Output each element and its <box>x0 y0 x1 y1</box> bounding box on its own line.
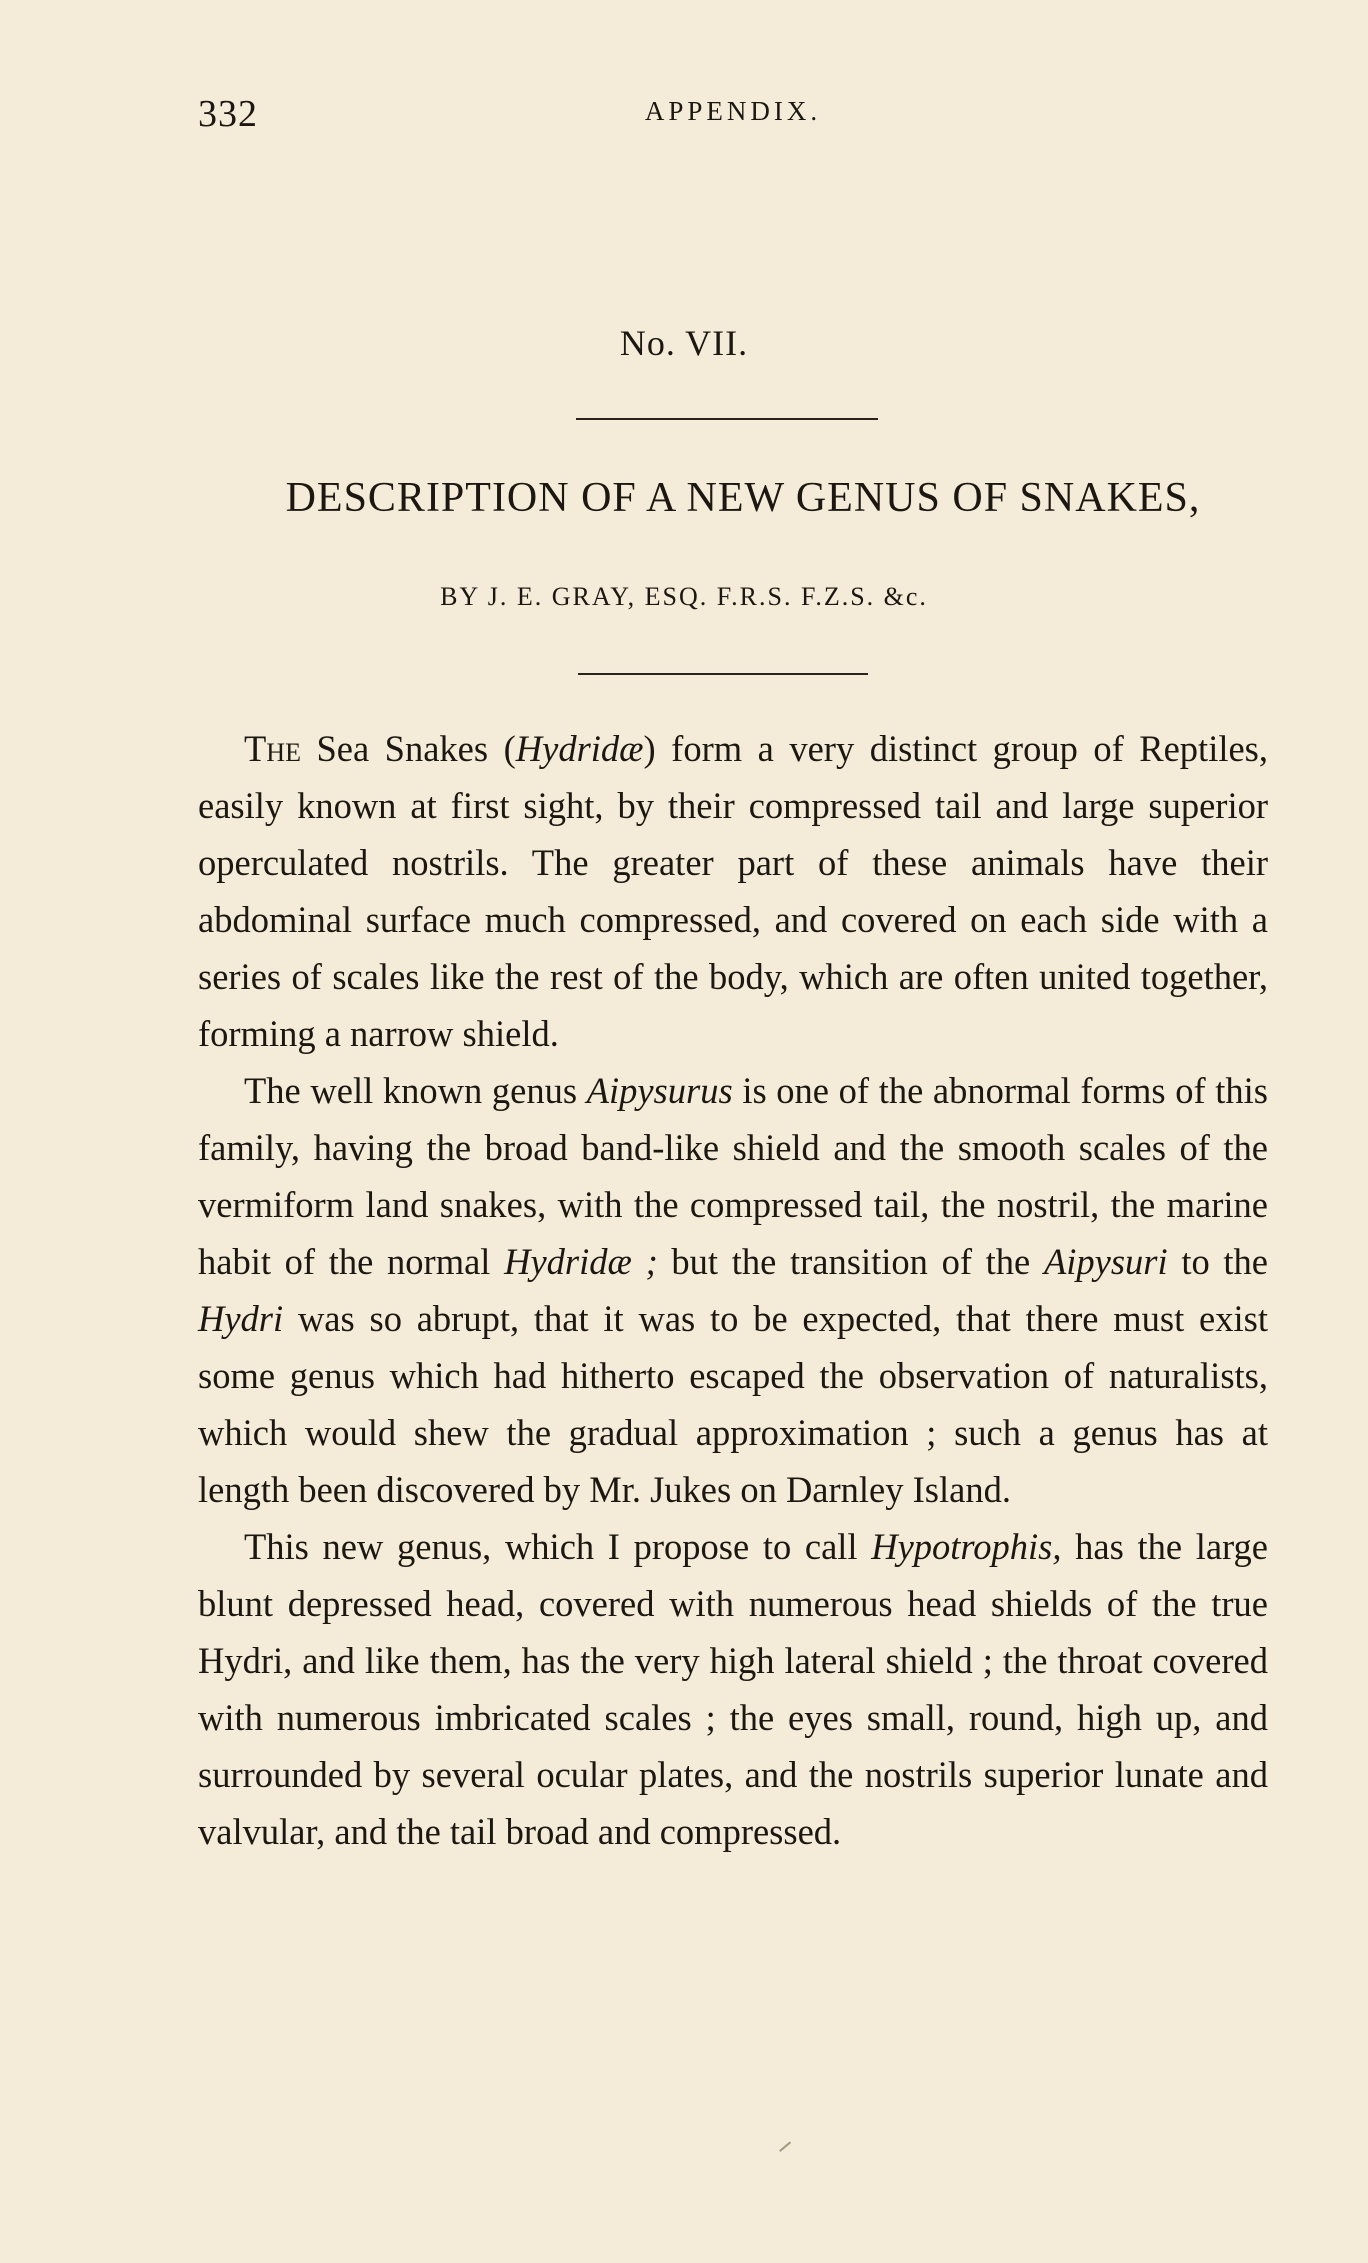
italic-term: Aipysurus <box>586 1070 733 1111</box>
divider-rule-bottom <box>578 673 868 675</box>
smallcaps-lead: The <box>244 728 301 769</box>
text-run: was so abrupt, that it was to be expected, that there must exist some genus which had hitherto escaped the observation of naturalists, which would shew the gradual approximation ; such a genus has at length been discovered by Mr. Jukes on Darnley Island. <box>198 1298 1268 1510</box>
running-head <box>198 92 1268 140</box>
text-run: Sea Snakes ( <box>300 728 516 769</box>
text-run: is one of the abnormal forms of this family, having the broad band-like shield and the smooth scales of the vermiform land snakes, with the compressed tail, the nostril, the marine habit of the normal <box>198 1070 1268 1282</box>
text-run: has the large blunt depressed head, covered with numerous head shields of the true Hydri, and like them, has the very high lateral shield ; the throat covered with numerous imbricated scales ; the eyes small, round, high up, and surrounded by several ocular plates, and the nostrils superior lunate and valvular, and the tail broad and compressed. <box>198 1526 1268 1852</box>
section-number: No. VII. <box>619 323 749 363</box>
body-text <box>198 720 1268 1860</box>
italic-term: Hydridæ ; <box>504 1241 658 1282</box>
page-number: 332 <box>198 93 258 135</box>
article-title: DESCRIPTION OF A NEW GENUS OF SNAKES, <box>285 475 1201 521</box>
text-run: but the transition of the <box>657 1241 1044 1282</box>
running-title: APPENDIX. <box>644 96 822 126</box>
italic-term: Hydridæ <box>515 728 644 769</box>
text-run: The well known genus <box>244 1070 587 1111</box>
divider-rule-top <box>576 418 878 420</box>
paper-speck <box>779 2141 795 2156</box>
paragraph <box>198 1518 1268 1860</box>
paragraph <box>198 1062 1268 1518</box>
italic-term: Hypotrophis, <box>871 1526 1062 1567</box>
text-run: This new genus, which I propose to call <box>244 1526 872 1567</box>
author-byline: BY J. E. GRAY, ESQ. F.R.S. F.Z.S. &c. <box>440 582 928 611</box>
text-run: to the <box>1167 1241 1268 1282</box>
text-run: ) form a very distinct group of Reptiles, easily known at first sight, by their compressed tail and large superior operculated nostrils. The greater part of these animals have their abdominal surface much compressed, and covered on each side with a series of scales like the rest of the body, which are often united together, forming a narrow shield. <box>198 728 1269 1054</box>
italic-term: Hydri <box>198 1298 284 1339</box>
paragraph <box>198 720 1268 1062</box>
italic-term: Aipysuri <box>1043 1241 1168 1282</box>
